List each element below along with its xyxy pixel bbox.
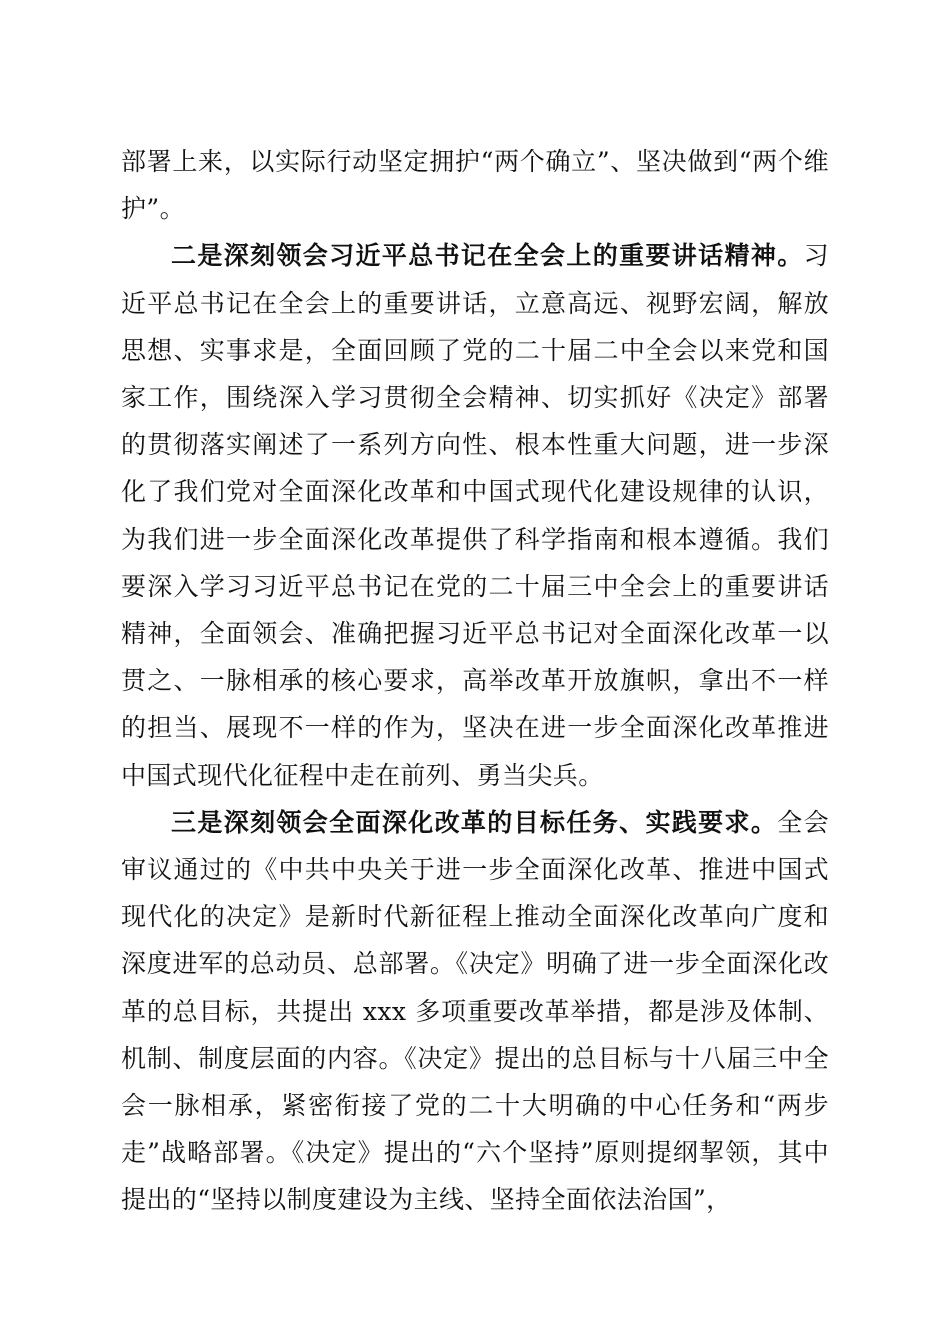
- paragraph-heading: 二是深刻领会习近平总书记在全会上的重要讲话精神。: [171, 241, 804, 271]
- paragraph-continuation: [121, 138, 829, 232]
- paragraph-text: 部署上来，以实际行动坚定拥护“两个确立”、坚决做到“两个维护”。: [121, 147, 829, 224]
- paragraph-point-two: [121, 232, 829, 798]
- document-body: [121, 138, 829, 1224]
- paragraph-text: 习近平总书记在全会上的重要讲话，立意高远、视野宏阔，解放思想、实事求是，全面回顾了党的二十届二中全会以来党和国家工作，围绕深入学习贯彻全会精神、切实抓好《决定》部署的贯彻落实阐述了一系列方向性、根本性重大问题，进一步深化了我们党对全面深化改革和中国式现代化建设规律的认识，为我们进一步全面深化改革提供了科学指南和根本遵循。我们要深入学习习近平总书记在党的二十届三中全会上的重要讲话精神，全面领会、准确把握习近平总书记对全面深化改革一以贯之、一脉相承的核心要求，高举改革开放旗帜，拿出不一样的担当、展现不一样的作为，坚决在进一步全面深化改革推进中国式现代化征程中走在前列、勇当尖兵。: [121, 241, 829, 790]
- paragraph-point-three: [121, 799, 829, 1224]
- paragraph-heading: 三是深刻领会全面深化改革的目标任务、实践要求。: [171, 807, 778, 837]
- paragraph-text: 全会审议通过的《中共中央关于进一步全面深化改革、推进中国式现代化的决定》是新时代新征程上推动全面深化改革向广度和深度进军的总动员、总部署。《决定》明确了进一步全面深化改革的总目标，共提出 xxx 多项重要改革举措，都是涉及体制、机制、制度层面的内容。《决定》提出的总目标与十八届三中全会一脉相承，紧密衔接了党的二十大明确的中心任务和“两步走”战略部署。《决定》提出的“六个坚持”原则提纲挈领，其中提出的“坚持以制度建设为主线、坚持全面依法治国”，: [121, 807, 829, 1215]
